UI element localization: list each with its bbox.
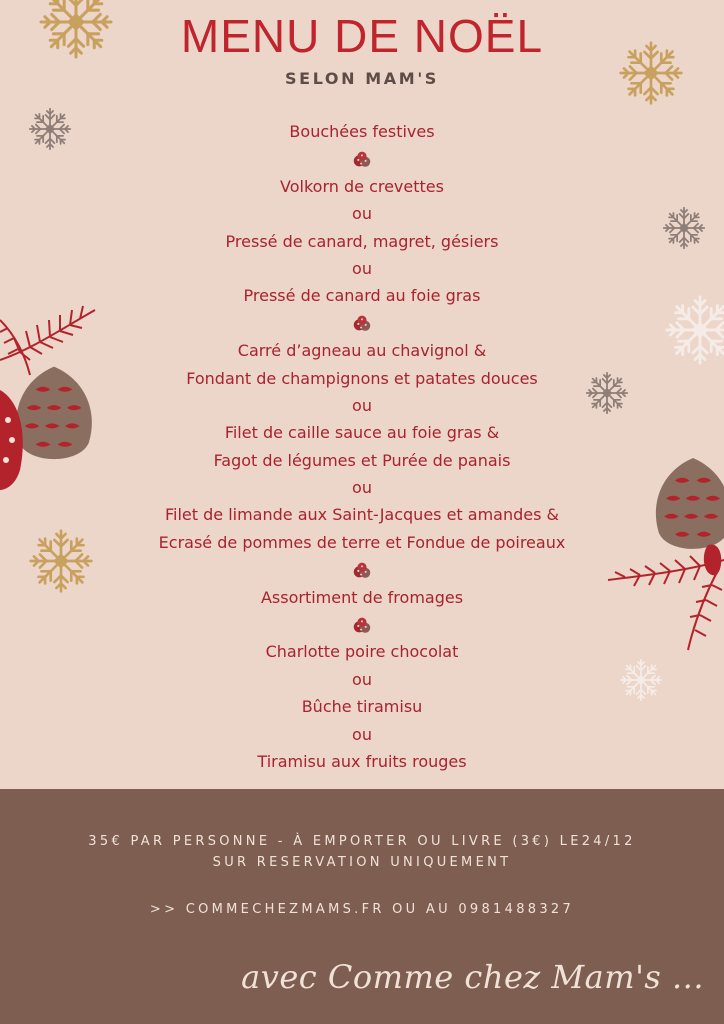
dish: Filet de limande aux Saint-Jacques et amandes & <box>164 505 560 525</box>
dish: Pressé de canard, magret, gésiers <box>225 231 499 251</box>
or-label: ou <box>352 258 372 278</box>
course-dessert <box>0 638 724 775</box>
dish: Tiramisu aux fruits rouges <box>257 751 467 771</box>
or-label: ou <box>352 395 372 415</box>
dish: Assortiment de fromages <box>260 587 464 607</box>
menu-list <box>0 118 724 775</box>
dish: Bouchées festives <box>289 122 435 141</box>
course-main <box>0 337 724 556</box>
or-label: ou <box>352 204 372 224</box>
dish: Pressé de canard au foie gras <box>243 286 481 306</box>
price-line: 35€ PAR PERSONNE - À EMPORTER OU LIVRE (3€) LE24/12 <box>88 834 636 849</box>
course-starter <box>0 118 724 145</box>
page-subtitle: SELON MAM'S <box>285 69 439 88</box>
dish: Ecrasé de pommes de terre et Fondue de poireaux <box>158 532 566 552</box>
signature: avec Comme chez Mam's ... <box>241 958 704 996</box>
or-label: ou <box>352 478 372 498</box>
dish: Bûche tiramisu <box>301 697 423 717</box>
course-entree <box>0 173 724 310</box>
dish: Fondant de champignons et patates douces <box>186 368 538 388</box>
berry-icon <box>351 312 373 334</box>
berry-icon <box>351 614 373 636</box>
berry-icon <box>351 148 373 170</box>
dish: Fagot de légumes et Purée de panais <box>213 450 511 470</box>
or-label: ou <box>352 724 372 744</box>
or-label: ou <box>352 669 372 689</box>
separator <box>0 145 724 172</box>
course-cheese <box>0 584 724 611</box>
reservation-line: SUR RESERVATION UNIQUEMENT <box>212 855 512 870</box>
contact-line[interactable]: >> COMMECHEZMAMS.FR OU AU 0981488327 <box>149 902 575 917</box>
separator <box>0 556 724 583</box>
dish: Volkorn de crevettes <box>280 176 444 196</box>
dish: Charlotte poire chocolat <box>265 642 459 662</box>
dish: Carré d’agneau au chavignol & <box>237 341 487 361</box>
berry-icon <box>351 559 373 581</box>
page-title: MENU DE NOËL <box>180 10 544 62</box>
dish: Filet de caille sauce au foie gras & <box>224 423 500 443</box>
separator <box>0 611 724 638</box>
separator <box>0 310 724 337</box>
